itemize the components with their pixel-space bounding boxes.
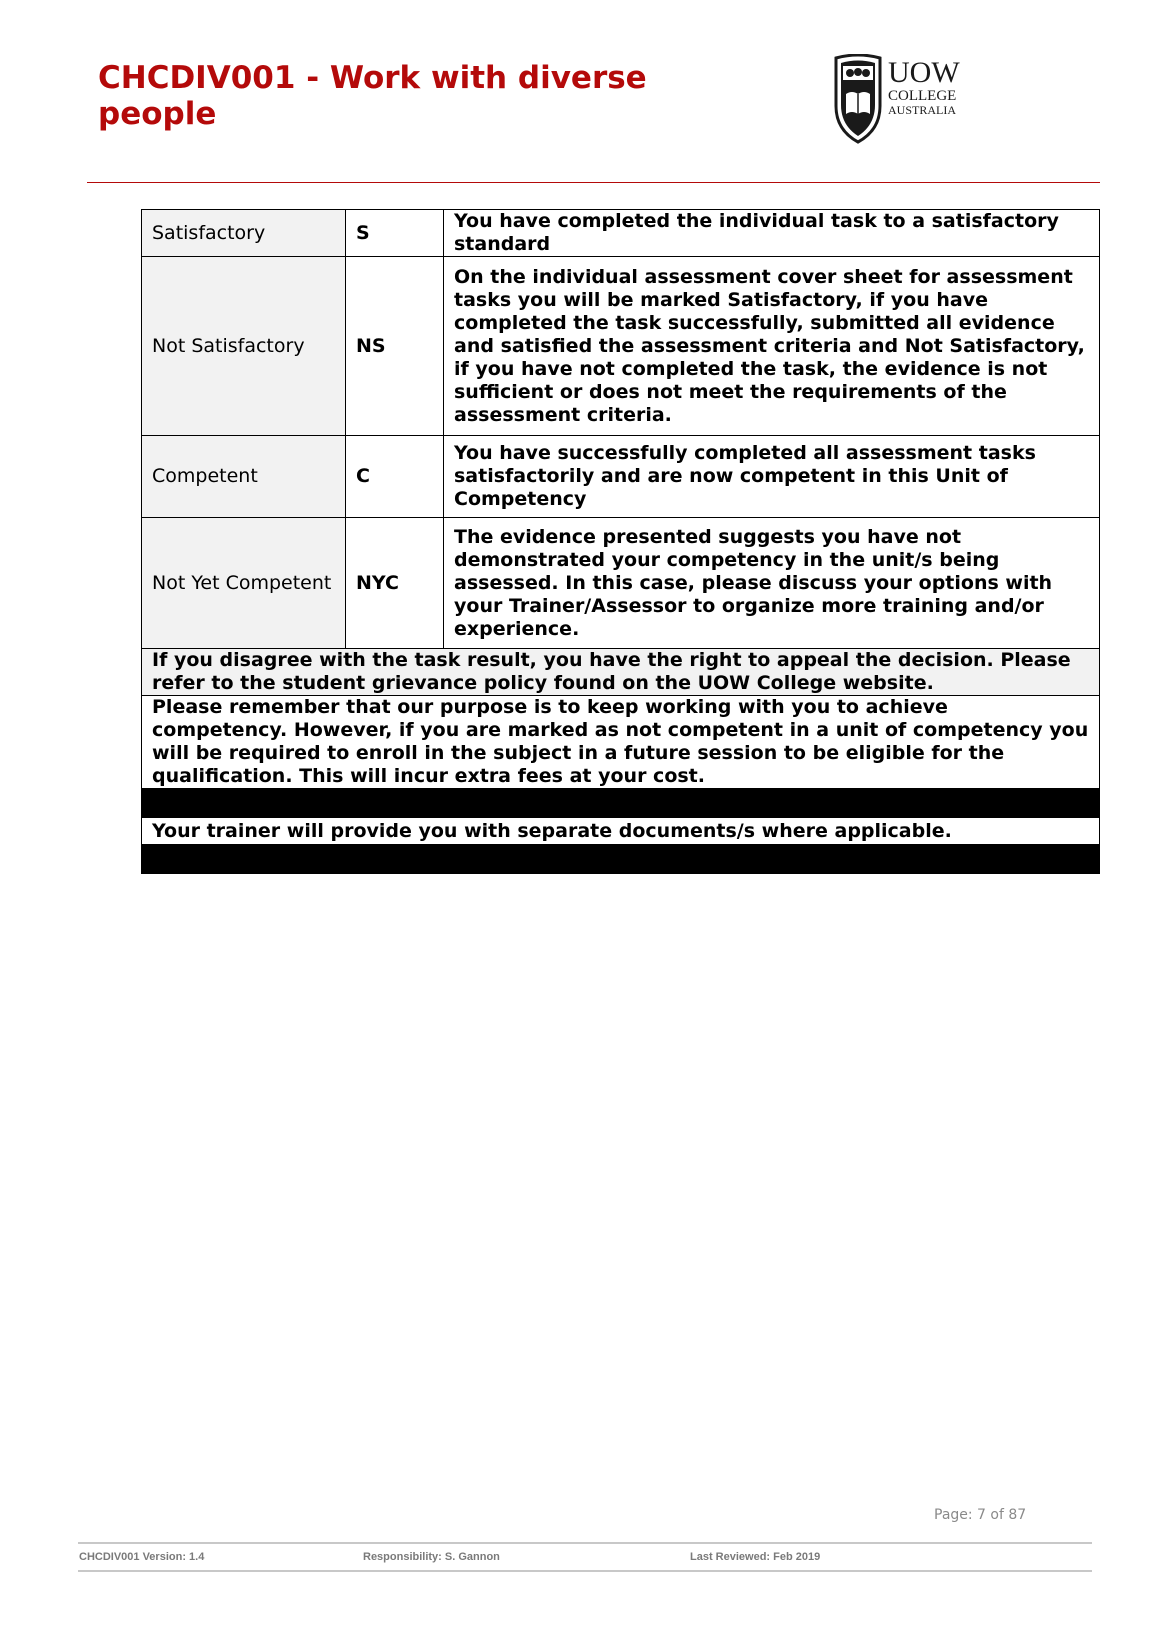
outcome-code: NS: [346, 257, 444, 436]
logo-line-2: COLLEGE: [888, 88, 957, 104]
logo-line-1: UOW: [888, 56, 960, 89]
outcome-description: You have successfully completed all assessment tasks satisfactorily and are now competent in this Unit of Competency: [444, 436, 1100, 518]
outcome-description: You have completed the individual task to a satisfactory standard: [444, 210, 1100, 257]
outcome-description: The evidence presented suggests you have not demonstrated your competency in the unit/s being assessed. In this case, please discuss your options with your Trainer/Assessor to organize more training and/or experience.: [444, 518, 1100, 649]
table-row: [142, 210, 1100, 257]
assessment-outcomes-table: [141, 209, 1100, 874]
uow-college-logo: [832, 54, 972, 144]
outcome-code: C: [346, 436, 444, 518]
black-divider-bar: [142, 789, 1100, 818]
outcome-term: Not Satisfactory: [142, 257, 346, 436]
black-divider-bar: [142, 845, 1100, 874]
table-row: [142, 436, 1100, 518]
outcome-description: On the individual assessment cover sheet for assessment tasks you will be marked Satisfactory, if you have completed the task successfully, submitted all evidence and satisfied the assessment criteria and Not Satisfactory, if you have not completed the task, the evidence is not sufficient or does not meet the requirements of the assessment criteria.: [444, 257, 1100, 436]
footer-divider-top: [78, 1542, 1092, 1544]
table-row: [142, 696, 1100, 789]
outcome-term: Satisfactory: [142, 210, 346, 257]
outcome-code: S: [346, 210, 444, 257]
outcome-code: NYC: [346, 518, 444, 649]
footer-divider-bottom: [78, 1570, 1092, 1572]
logo-line-3: AUSTRALIA: [888, 103, 956, 117]
footer-responsibility: Responsibility: S. Gannon: [363, 1551, 500, 1563]
trainer-note: Your trainer will provide you with separate documents/s where applicable.: [142, 818, 1100, 845]
outcome-term: Not Yet Competent: [142, 518, 346, 649]
logo-wordmark: [888, 58, 960, 117]
footer-version: CHCDIV001 Version: 1.4: [79, 1551, 205, 1563]
table-row: [142, 789, 1100, 818]
table-row: [142, 818, 1100, 845]
table-row: [142, 649, 1100, 696]
crest-icon: [832, 54, 884, 144]
remember-note: Please remember that our purpose is to keep working with you to achieve competency. However, if you are marked as not competent in a unit of competency you will be required to enroll in the subject in a future session to be eligible for the qualification. This will incur extra fees at your cost.: [142, 696, 1100, 789]
outcome-term: Competent: [142, 436, 346, 518]
footer-reviewed: Last Reviewed: Feb 2019: [690, 1551, 821, 1563]
header-divider: [87, 182, 1100, 183]
table-row: [142, 845, 1100, 874]
document-title: CHCDIV001 - Work with diverse people: [98, 60, 647, 132]
table-row: [142, 257, 1100, 436]
table-row: [142, 518, 1100, 649]
page-number: Page: 7 of 87: [934, 1507, 1027, 1523]
appeal-note: If you disagree with the task result, you have the right to appeal the decision. Please refer to the student grievance policy found on the UOW College website.: [142, 649, 1100, 696]
